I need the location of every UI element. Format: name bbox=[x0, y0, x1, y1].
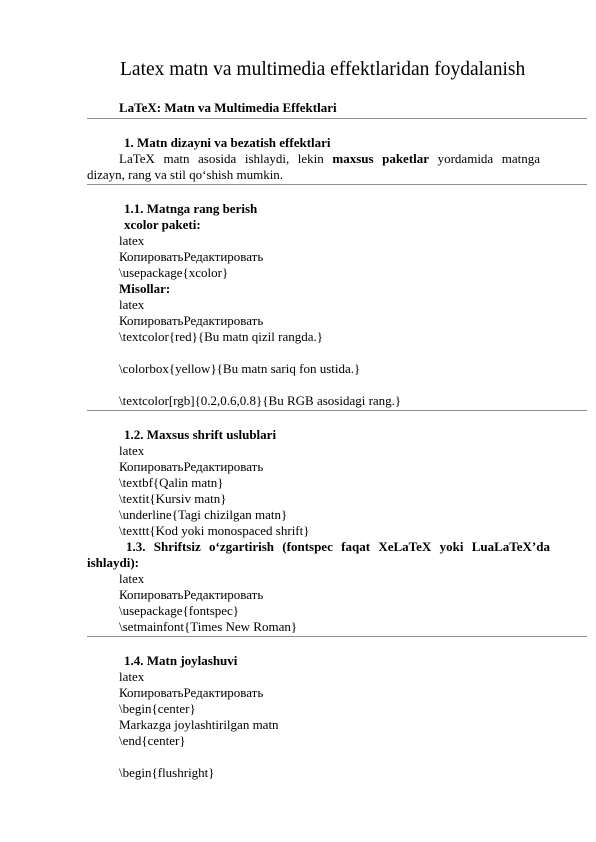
code-line: \begin{center} bbox=[119, 701, 196, 716]
code-line: \textcolor[rgb]{0.2,0.6,0.8}{Bu RGB asosidagi rang.} bbox=[119, 393, 402, 408]
code-line: \usepackage{xcolor} bbox=[119, 265, 229, 280]
section-1-3-heading: 1.3. Shriftsiz o‘zgartirish (fontspec faqat XeLaTeX yoki LuaLaTeX’da bbox=[126, 539, 550, 554]
code-language-label: latex bbox=[119, 443, 145, 458]
copy-edit-label: КопироватьРедактировать bbox=[119, 685, 264, 700]
section-1-3-heading-cont: ishlaydi): bbox=[87, 555, 140, 570]
code-line: \end{center} bbox=[119, 733, 186, 748]
code-language-label: latex bbox=[119, 297, 145, 312]
code-line: \setmainfont{Times New Roman} bbox=[119, 619, 298, 634]
section-1-intro-line2: dizayn, rang va stil qo‘shish mumkin. bbox=[87, 167, 284, 182]
section-divider bbox=[87, 184, 587, 185]
intro-bold-text: maxsus paketlar bbox=[332, 151, 430, 166]
copy-edit-label: КопироватьРедактировать bbox=[119, 459, 264, 474]
intro-text-1: LaTeX matn asosida ishlaydi, lekin bbox=[119, 151, 333, 166]
code-language-label: latex bbox=[119, 233, 145, 248]
document-title: Latex matn va multimedia effektlaridan foydalanish bbox=[120, 59, 526, 80]
code-line: \colorbox{yellow}{Bu matn sariq fon ustida.} bbox=[119, 361, 361, 376]
code-line: \begin{flushright} bbox=[119, 765, 215, 780]
code-language-label: latex bbox=[119, 571, 145, 586]
code-line: \textit{Kursiv matn} bbox=[119, 491, 227, 506]
section-1-heading: 1. Matn dizayni va bezatish effektlari bbox=[124, 135, 331, 150]
copy-edit-label: КопироватьРедактировать bbox=[119, 249, 264, 264]
code-language-label: latex bbox=[119, 669, 145, 684]
examples-label: Misollar: bbox=[119, 281, 171, 296]
section-1-intro bbox=[119, 151, 540, 166]
code-line: \texttt{Kod yoki monospaced shrift} bbox=[119, 523, 310, 538]
document-subtitle: LaTeX: Matn va Multimedia Effektlari bbox=[119, 100, 337, 115]
code-line: \underline{Tagi chizilgan matn} bbox=[119, 507, 288, 522]
section-divider bbox=[87, 636, 587, 637]
copy-edit-label: КопироватьРедактировать bbox=[119, 313, 264, 328]
code-line: \textcolor{red}{Bu matn qizil rangda.} bbox=[119, 329, 324, 344]
section-1-4-heading: 1.4. Matn joylashuvi bbox=[124, 653, 238, 668]
copy-edit-label: КопироватьРедактировать bbox=[119, 587, 264, 602]
section-1-1-heading: 1.1. Matnga rang berish bbox=[124, 201, 258, 216]
section-divider bbox=[87, 118, 587, 119]
section-1-2-heading: 1.2. Maxsus shrift uslublari bbox=[124, 427, 277, 442]
package-label: xcolor paketi: bbox=[124, 217, 201, 232]
intro-text-2: yordamida matnga bbox=[429, 151, 541, 166]
code-line: \usepackage{fontspec} bbox=[119, 603, 240, 618]
code-line: \textbf{Qalin matn} bbox=[119, 475, 224, 490]
code-line: Markazga joylashtirilgan matn bbox=[119, 717, 279, 732]
section-divider bbox=[87, 410, 587, 411]
